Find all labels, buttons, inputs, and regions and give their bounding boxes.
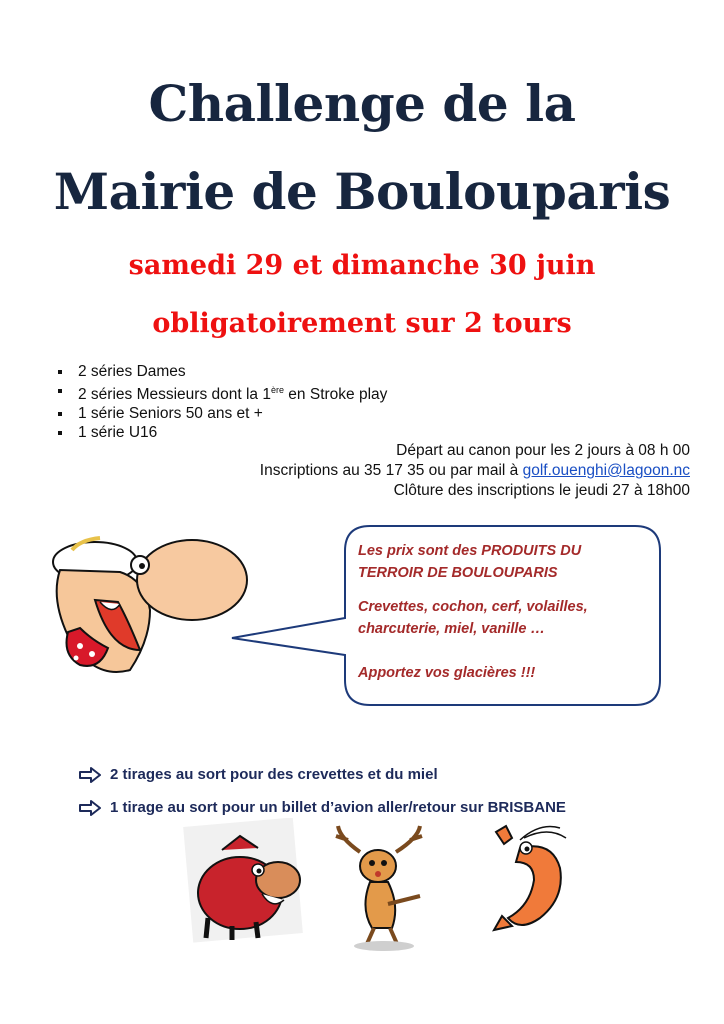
- draw-text: 1 tirage au sort pour un billet d’avion aller/retour sur BRISBANE: [110, 799, 566, 816]
- draws-list: [78, 758, 566, 824]
- warthog-icon: [183, 818, 303, 943]
- list-item: [78, 758, 566, 791]
- prizes-intro: Les prix sont des PRODUITS DU TERROIR DE BOULOUPARIS: [358, 543, 582, 581]
- start-time-text: Départ au canon pour les 2 jours à 08 h 00: [396, 442, 690, 459]
- list-item: 1 série Seniors 50 ans et +: [56, 404, 387, 423]
- list-item: 2 séries Messieurs dont la 1ère en Stroke play: [56, 381, 387, 404]
- bubble-text: [358, 540, 648, 696]
- title-line-2: Mairie de Boulouparis: [53, 162, 671, 221]
- illustrations: [0, 818, 724, 958]
- right-arrow-icon: [78, 767, 102, 783]
- email-link[interactable]: golf.ouenghi@lagoon.nc: [522, 462, 690, 479]
- shrimp-icon: [494, 826, 566, 930]
- prizes-list: Crevettes, cochon, cerf, volailles, charcuterie, miel, vanille …: [358, 599, 588, 637]
- dates-line: samedi 29 et dimanche 30 juin: [128, 250, 596, 281]
- draw-text: 2 tirages au sort pour des crevettes et du miel: [110, 766, 438, 783]
- registration-text: Inscriptions au 35 17 35 ou par mail à golf.ouenghi@lagoon.nc: [259, 462, 690, 479]
- right-arrow-icon: [78, 800, 102, 816]
- list-item: 1 série U16: [56, 423, 387, 442]
- deer-icon: [336, 826, 422, 951]
- series-list: [56, 362, 387, 442]
- laughing-cartoon-face-icon: [53, 538, 247, 672]
- title-line-1: Challenge de la: [148, 74, 576, 133]
- rounds-line: obligatoirement sur 2 tours: [152, 308, 572, 339]
- event-info: [260, 441, 690, 501]
- closing-text: Clôture des inscriptions le jeudi 27 à 18h00: [393, 482, 690, 499]
- cooler-reminder: Apportez vos glacières !!!: [358, 665, 536, 681]
- list-item: 2 séries Dames: [56, 362, 387, 381]
